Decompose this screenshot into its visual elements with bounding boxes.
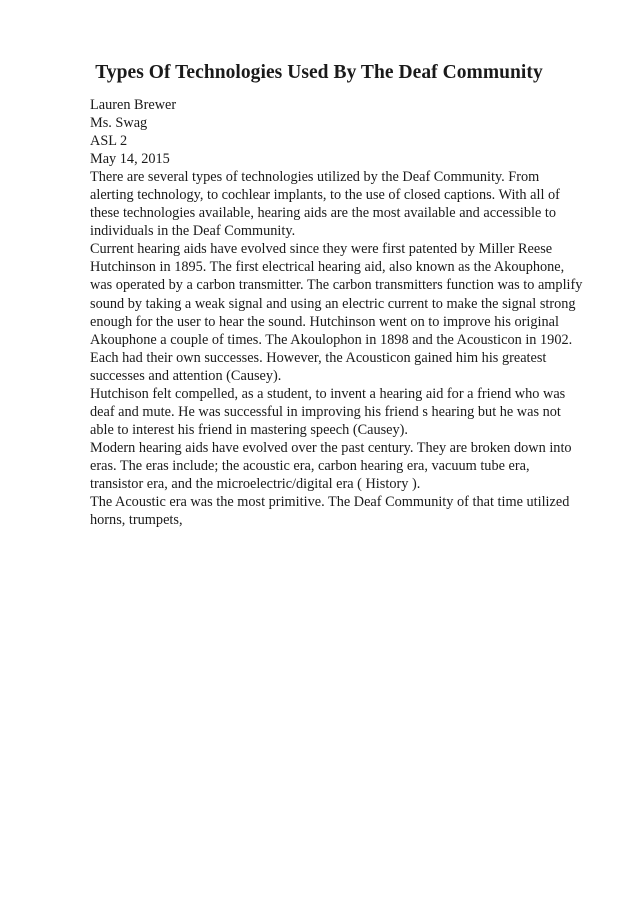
paragraph-line: these technologies available, hearing aids are the most available and accessible to — [90, 205, 557, 222]
paragraph-line: Hutchison felt compelled, as a student, to invent a hearing aid for a friend who was — [90, 385, 566, 402]
course-name: ASL 2 — [90, 133, 128, 150]
paragraph-4 — [90, 439, 610, 493]
author-name: Lauren Brewer — [90, 97, 177, 113]
paragraph-1 — [90, 168, 610, 240]
paragraph-line: alerting technology, to cochlear implants, to the use of closed captions. With all of — [90, 187, 560, 204]
paragraph-line: horns, trumpets, — [90, 512, 183, 529]
paragraph-line: enough for the user to hear the sound. Hutchinson went on to improve his original — [90, 313, 559, 330]
document-date: May 14, 2015 — [90, 151, 170, 168]
paragraph-2 — [90, 240, 610, 384]
paragraph-line: was operated by a carbon transmitter. The carbon transmitters function was to amplify — [90, 277, 583, 294]
paragraph-line: Akouphone a couple of times. The Akoulophon in 1898 and the Acousticon in 1902. — [90, 331, 573, 348]
paragraph-line: able to interest his friend in mastering speech (Causey). — [90, 421, 409, 438]
paragraph-line: individuals in the Deaf Community. — [90, 223, 296, 240]
document-title: Types Of Technologies Used By The Deaf Community — [95, 62, 543, 83]
paragraph-3 — [90, 385, 610, 439]
header-block — [90, 96, 610, 168]
instructor-name: Ms. Swag — [90, 115, 148, 132]
paragraph-line: Each had their own successes. However, the Acousticon gained him his greatest — [90, 349, 547, 366]
paragraph-line: There are several types of technologies utilized by the Deaf Community. From — [90, 169, 540, 186]
paragraph-5 — [90, 493, 610, 529]
paragraph-line: eras. The eras include; the acoustic era, carbon hearing era, vacuum tube era, — [90, 457, 530, 474]
paragraph-line: Hutchinson in 1895. The first electrical hearing aid, also known as the Akouphone, — [90, 259, 565, 276]
paragraph-line: sound by taking a weak signal and using an electric current to make the signal strong — [90, 295, 576, 312]
document-body — [90, 96, 610, 529]
paragraph-line: transistor era, and the microelectric/digital era ( History ). — [90, 475, 421, 492]
paragraph-line: Modern hearing aids have evolved over the past century. They are broken down into — [90, 439, 572, 456]
paragraph-line: successes and attention (Causey). — [90, 367, 282, 384]
paragraph-line: deaf and mute. He was successful in improving his friend s hearing but he was not — [90, 403, 561, 420]
paragraph-line: The Acoustic era was the most primitive. The Deaf Community of that time utilized — [90, 494, 570, 511]
paragraph-line: Current hearing aids have evolved since they were first patented by Miller Reese — [90, 241, 553, 258]
